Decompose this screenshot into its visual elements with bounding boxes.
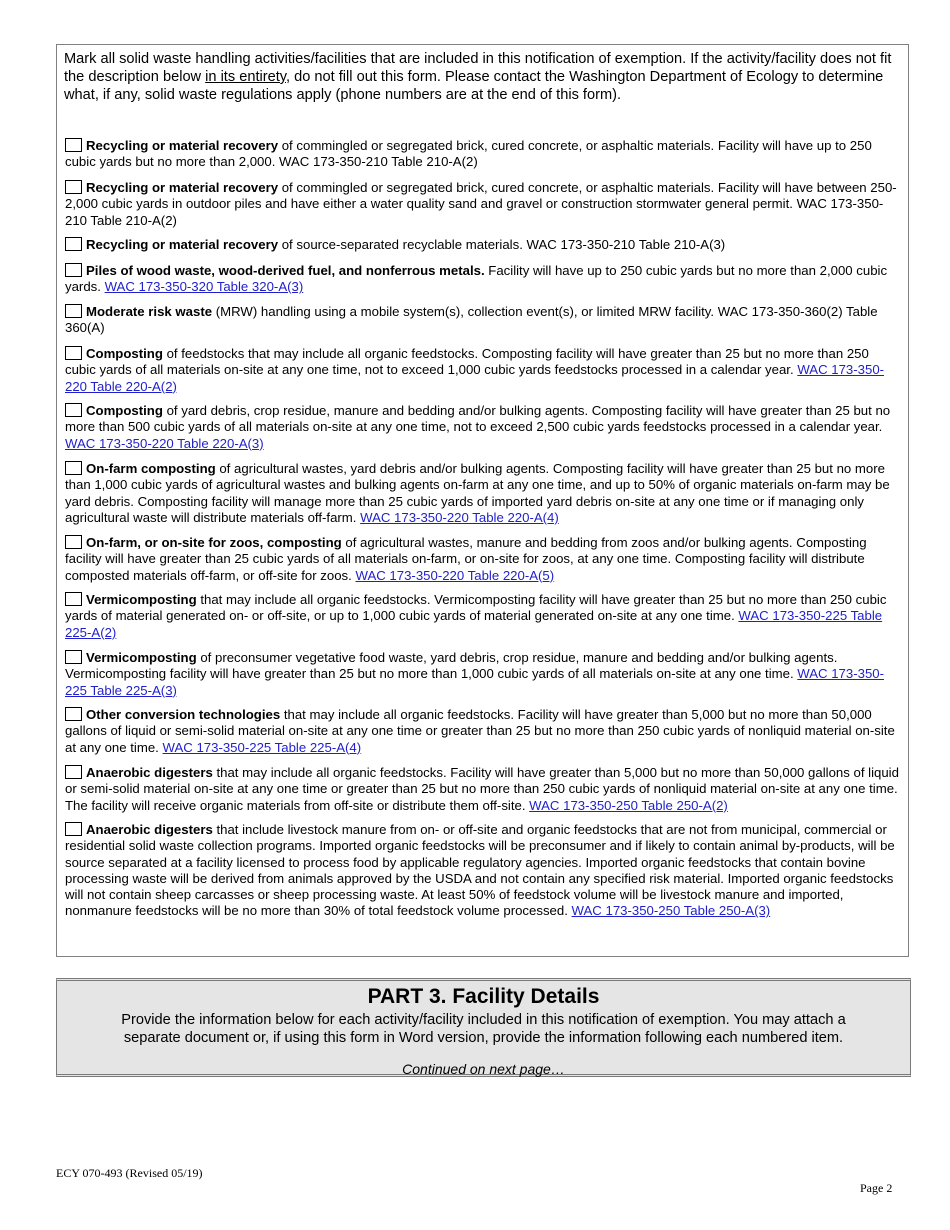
intro-text-1: Mark all solid waste handling activities/facilities that are included in this notification of exemption. If the activity/facility does not fit the description below xyxy=(64,51,892,85)
activity-title: Anaerobic digesters xyxy=(86,765,213,780)
activity-title: Other conversion technologies xyxy=(86,707,281,722)
activity-title: On-farm composting xyxy=(86,461,216,476)
activity-description: Facility will have up to 250 cubic yards but no more than 2,000 cubic yards. xyxy=(65,263,888,295)
activity-item xyxy=(65,304,903,337)
checkbox[interactable] xyxy=(65,304,82,318)
activity-description: (MRW) handling using a mobile system(s), collection event(s), or limited MRW facility. WAC 173-350-360(2) Table 360(A) xyxy=(65,304,878,336)
checkbox[interactable] xyxy=(65,707,82,721)
activity-title: Composting xyxy=(86,346,163,361)
wac-link[interactable]: WAC 173-350-220 Table 220-A(3) xyxy=(65,435,264,451)
wac-link[interactable]: WAC 173-350-225 Table 225-A(4) xyxy=(162,739,362,755)
activity-item xyxy=(65,707,903,756)
intro-text-2: , do not fill out this form. Please contact the Washington Department of Ecology to determine what, if any, solid waste regulations apply (phone numbers are at the end of this form). xyxy=(64,69,884,103)
form-id: ECY 070-493 (Revised 05/19) xyxy=(56,1166,203,1180)
activity-item xyxy=(65,592,903,641)
activity-description: of commingled or segregated brick, cured concrete, or asphaltic materials. Facility will have between 250-2,000 cubic yards in outdoor piles and have either a water quality sand and gravel or construction stormwater general permit. WAC 173-350-210 Table 210-A(2) xyxy=(65,180,897,228)
activity-description: that may include all organic feedstocks. Vermicomposting facility will have greater than 25 but no more than 250 cubic yards of material generated on- or off-site, or up to 1,000 cubic yards of material generated on-site at any one time. xyxy=(65,592,887,624)
wac-link[interactable]: WAC 173-350-250 Table 250-A(3) xyxy=(571,903,771,919)
wac-link[interactable]: WAC 173-350-220 Table 220-A(2) xyxy=(65,362,885,394)
checkbox[interactable] xyxy=(65,592,82,606)
wac-link[interactable]: WAC 173-350-225 Table 225-A(3) xyxy=(65,666,885,698)
checkbox[interactable] xyxy=(65,822,82,836)
activity-description: of commingled or segregated brick, cured concrete, or asphaltic materials. Facility will have up to 250 cubic yards but no more than 2,000. WAC 173-350-210 Table 210-A(2) xyxy=(65,138,872,170)
activity-description: of agricultural wastes, manure and bedding from zoos and/or bulking agents. Composting facility will have greater than 25 cubic yards of all materials on-farm, or on-site for zoos, at any one time. Composting facility will distribute composted materials off-farm, or off-site for zoos. xyxy=(65,535,867,583)
activity-item xyxy=(65,180,903,229)
checkbox[interactable] xyxy=(65,765,82,779)
activity-description: of source-separated recyclable materials. WAC 173-350-210 Table 210-A(3) xyxy=(278,237,726,252)
activity-item xyxy=(65,138,903,171)
checkbox[interactable] xyxy=(65,263,82,277)
part3-section xyxy=(56,978,911,1077)
checkbox[interactable] xyxy=(65,237,82,251)
wac-link[interactable]: WAC 173-350-320 Table 320-A(3) xyxy=(104,279,304,295)
activity-title: Moderate risk waste xyxy=(86,304,213,319)
activity-title: Composting xyxy=(86,403,163,418)
checkbox[interactable] xyxy=(65,346,82,360)
activity-description: of yard debris, crop residue, manure and bedding and/or bulking agents. Composting facility will have greater than 25 but no more than 500 cubic yards of all materials on-site at any one time, not to exceed 2,500 cubic yards feedstocks processed in a calendar year. xyxy=(65,403,891,435)
part3-continued: Continued on next page… xyxy=(402,1061,565,1077)
checkbox[interactable] xyxy=(65,403,82,417)
checkbox[interactable] xyxy=(65,180,82,194)
activity-description: of feedstocks that may include all organic feedstocks. Composting facility will have greater than 25 but no more than 250 cubic yards of all materials on-site at any one time, not to exceed 1,000 cubic yards feedstocks processed in a calendar year. xyxy=(65,346,869,378)
activity-description: of agricultural wastes, yard debris and/or bulking agents. Composting facility will have greater than 25 but no more than 1,000 cubic yards of agricultural wastes and bulking agents on-farm at any one time, and up to 50% of organic materials on-farm may be yard debris. Composting facility will manage more than 25 cubic yards of imported yard debris on-site at any one time or if managing only agricultural waste will distribute materials off-farm. xyxy=(65,461,890,525)
checkbox[interactable] xyxy=(65,138,82,152)
wac-link[interactable]: WAC 173-350-220 Table 220-A(4) xyxy=(360,509,559,525)
activity-item xyxy=(65,346,903,395)
activity-item xyxy=(65,535,903,584)
checkbox[interactable] xyxy=(65,650,82,664)
wac-link[interactable]: WAC 173-350-225 Table 225-A(2) xyxy=(65,608,883,640)
checkbox[interactable] xyxy=(65,461,82,475)
part3-title: PART 3. Facility Details xyxy=(367,985,600,1008)
page-number: Page 2 xyxy=(860,1181,893,1195)
activity-item xyxy=(65,822,903,920)
activity-title: Vermicomposting xyxy=(86,592,197,607)
wac-link[interactable]: WAC 173-350-220 Table 220-A(5) xyxy=(355,567,555,583)
activity-title: Recycling or material recovery xyxy=(86,237,279,252)
activity-item xyxy=(65,765,903,814)
activity-description: that may include all organic feedstocks. Facility will have greater than 5,000 but no more than 50,000 gallons of liquid or semi-solid material on-site at any one time or greater than 25 but no more than 250 cubic yards of nonliquid material on-site at any one time. xyxy=(65,707,895,755)
wac-link[interactable]: WAC 173-350-250 Table 250-A(2) xyxy=(529,797,728,813)
activity-description: of preconsumer vegetative food waste, yard debris, crop residue, manure and bedding and/or bulking agents. Vermicomposting facility will have greater than 25 but no more than 1,000 cubic yards of all materials on-site at any one time. xyxy=(65,650,838,682)
checkbox[interactable] xyxy=(65,535,82,549)
activity-title: On-farm, or on-site for zoos, composting xyxy=(86,535,342,550)
activity-item xyxy=(65,237,903,253)
activity-item xyxy=(65,461,903,526)
intro-emphasis: in its entirety xyxy=(205,69,286,85)
activity-title: Recycling or material recovery xyxy=(86,180,279,195)
activity-title: Vermicomposting xyxy=(86,650,197,665)
activity-title: Piles of wood waste, wood-derived fuel, and nonferrous metals. xyxy=(86,263,485,278)
activity-item xyxy=(65,403,903,452)
activity-title: Anaerobic digesters xyxy=(86,822,213,837)
intro-paragraph xyxy=(64,50,904,104)
activity-item xyxy=(65,263,903,296)
activity-description: that may include all organic feedstocks. Facility will have greater than 5,000 but no more than 50,000 gallons of liquid or semi-solid material on-site at any one time or greater than 25 but no more than 250 cubic yards of nonliquid material on-site at any one time. The facility will receive organic materials from off-site or distribute them off-site. xyxy=(65,765,899,813)
part3-description: Provide the information below for each activity/facility included in this notification of exemption. You may attach a separate document or, if using this form in Word version, provide the information following each numbered item. xyxy=(121,1012,846,1046)
activity-description: that include livestock manure from on- or off-site and organic feedstocks that are not from municipal, commercial or residential solid waste collection programs. Imported organic feedstocks will be preconsumer and if likely to contain animal by-products, will be source separated at a facility licensed to process food by applicable regulatory agencies. Imported organic feedstocks that contain bovine processing waste will be derived from animals approved by the USDA and not contain any specified risk material. Imported organic feedstocks will not contain sheep carcasses or sheep processing waste. At least 50% of feedstock volume will be livestock manure and imported, nonmanure feedstocks will be no more than 30% of total feedstock volume processed. xyxy=(65,822,895,919)
activity-title: Recycling or material recovery xyxy=(86,138,279,153)
activity-item xyxy=(65,650,903,699)
